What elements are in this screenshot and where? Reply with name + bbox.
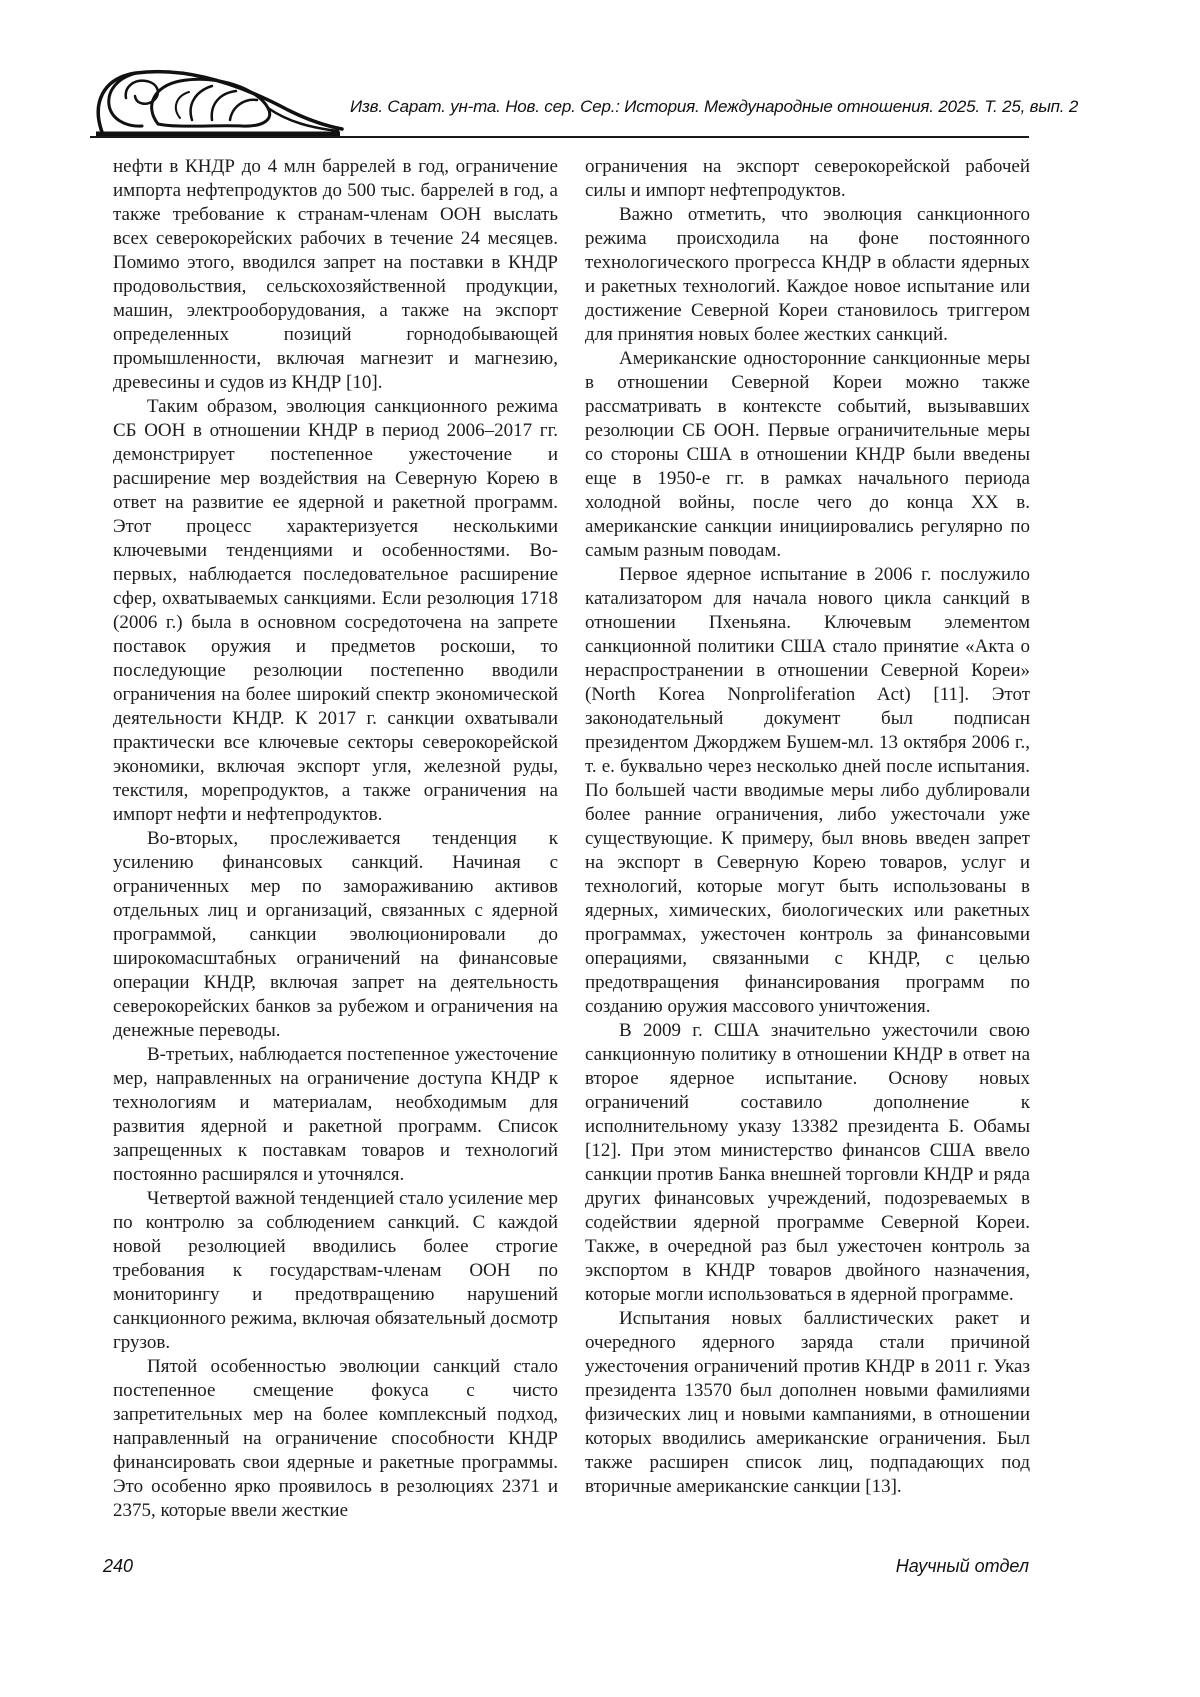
paragraph: Первое ядерное испытание в 2006 г. послужило катализатором для начала нового цикла санкций в отношении Пхеньяна. Ключевым элементом санкционной политики США стало принятие «Акта о нераспространении в отношении Северной Кореи» (North Korea Nonproliferation Act) [11]. Этот законодательный документ был подписан президентом Джорджем Бушем-мл. 13 октября 2006 г., т. е. буквально через несколько дней после испытания. По большей части вводимые меры либо дублировали более ранние ограничения, либо ужесточали уже существующие. К примеру, был вновь введен запрет на экспорт в Северную Корею товаров, услуг и технологий, которые могут быть использованы в ядерных, химических, биологических или ракетных программах, ужесточен контроль за финансовыми операциями, связанными с КНДР, с целью предотвращения финансирования программ по созданию оружия массового уничтожения. — [585, 564, 1030, 1017]
paragraph: Во-вторых, прослеживается тенденция к усилению финансовых санкций. Начиная с ограниченных мер по замораживанию активов отдельных лиц и организаций, связанных с ядерной программой, санкции эволюционировали до широкомасштабных ограничений на финансовые операции КНДР, включая запрет на деятельность северокорейских банков за рубежом и ограничения на денежные переводы. — [113, 828, 558, 1041]
page-number: 240 — [103, 1556, 134, 1576]
journal-citation: Изв. Сарат. ун-та. Нов. сер. Сер.: История. Международные отношения. 2025. Т. 25, вып. 2 — [350, 97, 1079, 116]
paragraph: Важно отметить, что эволюция санкционного режима происходила на фоне постоянного технологического прогресса КНДР в области ядерных и ракетных технологий. Каждое новое испытание или достижение Северной Кореи становилось триггером для принятия новых более жестких санкций. — [585, 204, 1030, 345]
paragraph: В-третьих, наблюдается постепенное ужесточение мер, направленных на ограничение доступа КНДР к технологиям и материалам, необходимым для развития ядерной и ракетной программ. Список запрещенных к поставкам товаров и технологий постоянно расширялся и уточнялся. — [113, 1044, 558, 1185]
section-label: Научный отдел — [895, 1556, 1029, 1576]
paragraph: нефти в КНДР до 4 млн баррелей в год, ограничение импорта нефтепродуктов до 500 тыс. баррелей в год, а также требование к странам-членам ООН выслать всех северокорейских рабочих в течение 24 месяцев. Помимо этого, вводился запрет на поставки в КНДР продовольствия, сельскохозяйственной продукции, машин, электрооборудования, а также на экспорт определенных позиций горнодобывающей промышленности, включая магнезит и магнезию, древесины и судов из КНДР [10]. — [113, 156, 558, 393]
art-nouveau-flourish-icon — [92, 62, 344, 140]
header-rule — [90, 136, 1029, 138]
right-column — [585, 155, 1030, 1523]
paragraph: Испытания новых баллистических ракет и очередного ядерного заряда стали причиной ужесточения ограничений против КНДР в 2011 г. Указ президента 13570 был дополнен новыми фамилиями физических лиц и новыми кампаниями, в отношении которых вводились американские ограничения. Был также расширен список лиц, подпадающих под вторичные американские санкции [13]. — [585, 1308, 1030, 1497]
paragraph: ограничения на экспорт северокорейской рабочей силы и импорт нефтепродуктов. — [585, 156, 1030, 201]
paragraph: Американские односторонние санкционные меры в отношении Северной Кореи можно также рассматривать в контексте событий, вызывавших резолюции СБ ООН. Первые ограничительные меры со стороны США в отношении КНДР были введены еще в 1950-е гг. в рамках начального периода холодной войны, после чего до конца XX в. американские санкции инициировались регулярно по самым разным поводам. — [585, 348, 1030, 561]
paragraph: Четвертой важной тенденцией стало усиление мер по контролю за соблюдением санкций. С каждой новой резолюцией вводились более строгие требования к государствам-членам ООН по мониторингу и предотвращению нарушений санкционного режима, включая обязательный досмотр грузов. — [113, 1188, 558, 1353]
left-column — [113, 155, 558, 1523]
paragraph: Пятой особенностью эволюции санкций стало постепенное смещение фокуса с чисто запретительных мер на более комплексный подход, направленный на ограничение способности КНДР финансировать свои ядерные и ракетные программы. Это особенно ярко проявилось в резолюциях 2371 и 2375, которые ввели жесткие — [113, 1356, 558, 1521]
paragraph: В 2009 г. США значительно ужесточили свою санкционную политику в отношении КНДР в ответ на второе ядерное испытание. Основу новых ограничений составило дополнение к исполнительному указу 13382 президента Б. Обамы [12]. При этом министерство финансов США ввело санкции против Банка внешней торговли КНДР и ряда других финансовых учреждений, подозреваемых в содействии ядерной программе Северной Кореи. Также, в очередной раз был ужесточен контроль за экспортом в КНДР товаров двойного назначения, которые могли использоваться в ядерной программе. — [585, 1020, 1030, 1305]
article-body — [113, 155, 1030, 1523]
page-footer — [103, 1556, 1029, 1577]
paragraph: Таким образом, эволюция санкционного режима СБ ООН в отношении КНДР в период 2006–2017 гг. демонстрирует постепенное ужесточение и расширение мер воздействия на Северную Корею в ответ на развитие ее ядерной и ракетной программ. Этот процесс характеризуется несколькими ключевыми тенденциями и особенностями. Во-первых, наблюдается последовательное расширение сфер, охватываемых санкциями. Если резолюция 1718 (2006 г.) была в основном сосредоточена на запрете поставок оружия и предметов роскоши, то последующие резолюции постепенно вводили ограничения на более широкий спектр экономической деятельности КНДР. К 2017 г. санкции охватывали практически все ключевые секторы северокорейской экономики, включая экспорт угля, железной руды, текстиля, морепродуктов, а также ограничения на импорт нефти и нефтепродуктов. — [113, 396, 558, 825]
